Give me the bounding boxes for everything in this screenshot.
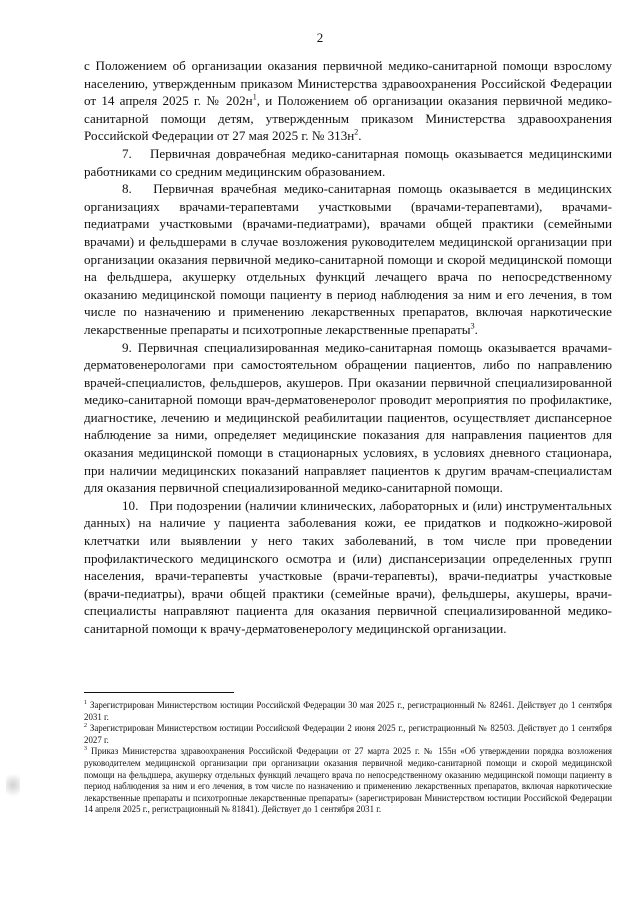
paragraph-text: с Положением об организации оказания первичной медико-санитарной помощи взрослому населению, утвержденным приказом Министерства здравоохранения Российской Федерации от 14 апреля 2025 г. № 202н xyxy=(84,58,612,109)
paragraph-9 xyxy=(84,339,612,497)
footnote-mark: 3 xyxy=(84,746,87,753)
paragraph-text: . xyxy=(358,128,362,144)
footnote-text: Зарегистрирован Министерством юстиции Российской Федерации 2 июня 2025 г., регистрационный № 82503. Действует до 1 сентября 2027 г. xyxy=(84,723,612,745)
document-body xyxy=(84,57,612,638)
paragraph-text: 7. Первичная доврачебная медико-санитарная помощь оказывается медицинскими работниками со средним медицинским образованием. xyxy=(84,145,612,179)
paragraph-10 xyxy=(84,497,612,638)
footnote-mark: 1 xyxy=(84,700,87,707)
paragraph-text: 9. Первичная специализированная медико-санитарная помощь оказывается врачами-дерматовенерологами при самостоятельном обращении пациентов, либо по направлению врачей-специалистов, фельдшеров, акушеров. При оказании первичной специализированной медико-санитарной помощи врач-дерматовенеролог проводит мероприятия по профилактике, диагностике, лечению и медицинской реабилитации пациентов, осуществляет диспансерное наблюдение за ними, определяет медицинские показания для направления пациентов для оказания медицинской помощи в стационарных условиях, в условиях дневного стационара, при наличии медицинских показаний направляет пациентов к другим врачам-специалистам для оказания первичной специализированной медико-санитарной помощи. xyxy=(84,339,612,496)
paragraph-8 xyxy=(84,180,612,338)
footnote-ref[interactable]: 1 xyxy=(252,92,257,102)
footnote-3 xyxy=(84,746,612,816)
footnote-text: Приказ Министерства здравоохранения Российской Федерации от 27 марта 2025 г. № 155н «Об утверждении порядка возложения руководителем медицинской организации при организации оказания первичной медико-санитарной помощи и скорой медицинской помощи на фельдшера, акушерку отдельных функций лечащего врача по непосредственному оказанию медицинской помощи пациенту в период наблюдения за ним и его лечения, в том числе по назначению и применению лекарственных препаратов, включая наркотические лекарственные препараты и психотропные лекарственные препараты» (зарегистрирован Министерством юстиции Российской Федерации 14 апреля 2025 г., регистрационный № 81841). Действует до 1 сентября 2031 г. xyxy=(84,746,612,815)
paragraph-text: 10. При подозрении (наличии клинических, лабораторных и (или) инструментальных данных) на наличие у пациента заболевания кожи, ее придатков и подкожно-жировой клетчатки или выявлении у него таких заболеваний, в том числе при проведении профилактического медицинского осмотра и (или) диспансеризации определенных групп населения, врачи-терапевты участковые (врачи-терапевты), врачи-педиатры участковые (врачи-педиатры), врачи общей практики (семейные врачи), фельдшеры, акушеры, врачи-специалисты направляют пациента для оказания первичной специализированной медико-санитарной помощи к врачу-дерматовенерологу медицинской организации. xyxy=(84,497,612,636)
footnote-divider xyxy=(84,692,234,693)
footnote-1 xyxy=(84,700,612,723)
footnote-text: Зарегистрирован Министерством юстиции Российской Федерации 30 мая 2025 г., регистрационный № 82461. Действует до 1 сентября 2031 г. xyxy=(84,700,612,722)
paragraph-text: , и Положением об организации оказания первичной медико-санитарной помощи детям, утвержденным приказом Министерства здравоохранения Российской Федерации от 27 мая 2025 г. № 313н xyxy=(84,93,613,144)
page-number: 2 xyxy=(316,30,324,45)
paragraph-continuation xyxy=(84,57,612,145)
footnote-ref[interactable]: 2 xyxy=(354,128,359,138)
footnote-ref[interactable]: 3 xyxy=(470,321,475,331)
footnote-2 xyxy=(84,723,612,746)
paragraph-text: . xyxy=(474,321,478,337)
footnotes xyxy=(84,700,612,816)
paragraph-7 xyxy=(84,145,612,180)
footnote-mark: 2 xyxy=(84,723,87,730)
scan-artifact xyxy=(6,770,20,800)
paragraph-text: 8. Первичная врачебная медико-санитарная помощь оказывается в медицинских организациях врачами-терапевтами участковыми (врачами-терапевтами), врачами-педиатрами участковыми (врачами-педиатрами), врачами общей практики (семейными врачами) и фельдшерами в случае возложения руководителем медицинской организации при организации оказания первичной медико-санитарной помощи и скорой медицинской помощи на фельдшера, акушерку отдельных функций лечащего врача по непосредственному оказанию медицинской помощи пациенту в период наблюдения за ним и его лечения, в том числе по назначению и применению лекарственных препаратов, включая наркотические лекарственные препараты и психотропные лекарственные препараты xyxy=(84,181,612,337)
